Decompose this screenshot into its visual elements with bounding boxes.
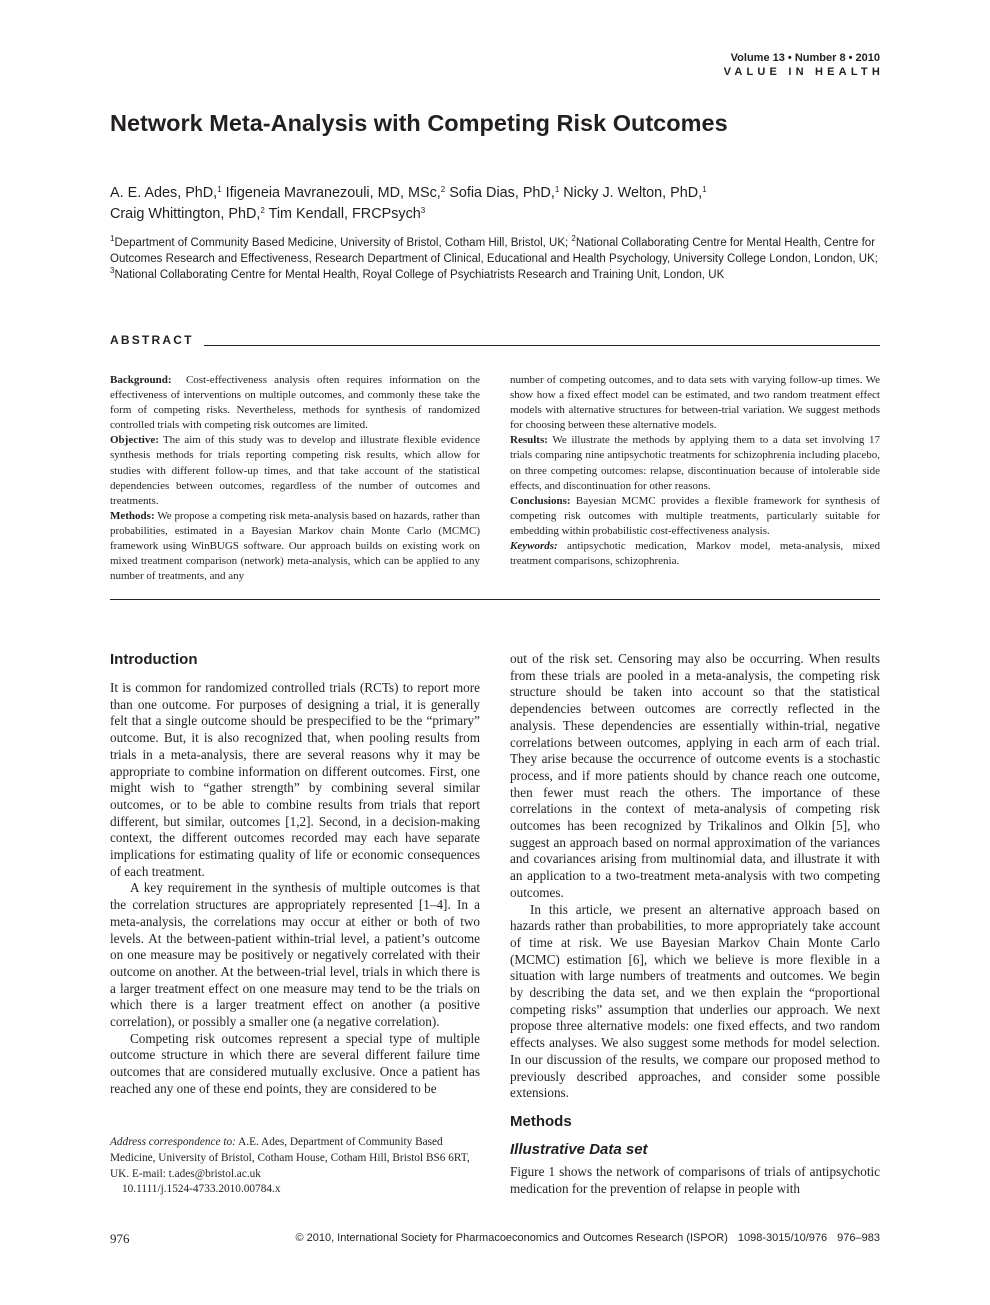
correspondence-label: Address correspondence to:: [110, 1136, 236, 1148]
page-range: 976–983: [837, 1232, 880, 1244]
abstract-top-rule: [204, 345, 880, 346]
footer-info: [285, 1232, 880, 1244]
abstract-conclusions: Conclusions: Bayesian MCMC provides a flexible framework for synthesis of competing risk outcomes with multiple treatments, particularly suitable for embedding within probabilistic cost-effectiveness analysis.: [510, 494, 881, 537]
author: Tim Kendall, FRCPsych$^3$: [268, 206, 426, 222]
abstract-keywords: Keywords: antipsychotic medication, Markov model, meta-analysis, mixed treatment comparisons, schizophrenia.: [510, 540, 880, 568]
author: Craig Whittington, PhD,$^2$: [110, 206, 265, 222]
abstract-results: Results: We illustrate the methods by applying them to a data set involving 17 trials comparing nine antipsychotic treatments for schizophrenia including placebo, on three competing outcomes: relapse, discontinuation because of intolerable side effects, and discontinuation for other reasons.: [510, 434, 880, 492]
intro-paragraph-1: It is common for randomized controlled trials (RCTs) to report more than one outcome. For purposes of designing a trial, it is generally felt that a single outcome should be prespecified to be the “primary” outcome. But, it is also recognized that, when pooling results from trials in a meta-analysis, there are several reasons why it may be appropriate to combine information on different outcomes. First, one might wish to “gather strength” by combining several similar outcomes, or to be able to combine results from trials that report different, but similar, outcomes [1,2]. Second, in a decision-making context, the different outcomes recorded may each have separate implications for estimating quality of life or economic consequences of each treatment.: [110, 680, 480, 879]
journal-name: VALUE IN HEALTH: [723, 66, 884, 78]
intro-paragraph-3: Competing risk outcomes represent a special type of multiple outcome structure in which there are several different failure time outcomes that are considered mutually exclusive. Once a patient has reached any one of these end points, they are considered to be: [110, 1030, 480, 1096]
intro-paragraph-4: out of the risk set. Censoring may also be occurring. When results from these trials are pooled in a meta-analysis, the competing risk structure should be taken into account so that the statistical dependencies between outcomes are correctly reflected in the analysis. These dependencies are essentially within-trial, negative correlations between outcomes, applying in each arm of each trial. They arise because the occurrence of outcome events is a stochastic process, and if more patients should by chance reach one outcome, then fewer must reach the others. The importance of these correlations in the context of meta-analysis of competing risk outcomes has been recognized by Trikalinos and Olkin [5], who suggest an approach based on normal approximation of the variances and covariances arising from multinomial data, and illustrate it with an application to a two-treatment meta-analysis with two competing outcomes.: [510, 651, 880, 900]
affiliations: $^1$Department of Community Based Medicine, University of Bristol, Cotham Hill, Bristol, UK; $^2$National Collaborating Centre for Mental Health, Centre for Outcomes Research and Effectiveness, Research Department of Clinical, Educational and Health Psychology, University College London, London, UK; $^3$National Collaborating Centre for Mental Health, Royal College of Psychiatrists Research and Training Unit, London, UK: [110, 234, 878, 281]
methods-paragraph: [510, 1164, 880, 1197]
abstract-methods: Methods: We propose a competing risk meta-analysis based on hazards, rather than probabilities, estimated in a Bayesian Markov chain Monte Carlo (MCMC) framework using WinBUGS software. Our approach builds on existing work on mixed treatment comparison (network) meta-analysis, which can be applied to any number of treatments, and any: [110, 509, 480, 583]
author: Sofia Dias, PhD,$^1$: [449, 185, 560, 201]
intro-paragraph-2: A key requirement in the synthesis of multiple outcomes is that the correlation structures are appropriately represented [1–4]. In a meta-analysis, the correlations may occur at either or both of two levels. At the between-patient within-trial level, a patient’s outcome on one measure may be positively or negatively correlated with their outcome on another. At the between-trial level, trials in which there is a larger treatment effect on one measure may tend to be the trials on which there is a larger treatment effect on another (a positive correlation), or possibly a smaller one (a negative correlation).: [110, 880, 480, 1030]
abstract-background: Background: Cost-effectiveness analysis often requires information on the effectiveness of interventions on multiple outcomes, and commonly these take the form of competing risks. Nevertheless, methods for synthesis of randomized controlled trials with competing risk outcomes are limited.: [110, 374, 480, 432]
body-right-column: [510, 651, 880, 1102]
intro-paragraph-5: In this article, we present an alternative approach based on hazards rather than probabilities, to more appropriately take account of time at risk. We use Bayesian Markov Chain Monte Carlo (MCMC) estimation [6], which we believe is more flexible in a situation with large numbers of treatments and outcomes. We begin by describing the data set, and we then explain the “proportional competing risks” assumption that underlies our approach. We next propose three alternative models: one fixed effects, and two random effects analyses. We also suggest some methods for model selection. In our discussion of the results, we compare our proposed method to previously described approaches, and consider some possible extensions.: [510, 901, 880, 1101]
journal-header: [723, 51, 884, 79]
methods-subheading: Illustrative Data set: [510, 1141, 648, 1158]
doi: 10.1111/j.1524-4733.2010.00784.x: [122, 1183, 281, 1196]
volume-line: Volume 13 • Number 8 • 2010: [730, 52, 880, 64]
copyright: © 2010, International Society for Pharmacoeconomics and Outcomes Research (ISPOR): [295, 1232, 728, 1244]
author: A. E. Ades, PhD,$^1$: [110, 185, 222, 201]
abstract-heading: [110, 333, 880, 349]
correspondence-note: [110, 1135, 480, 1198]
methods-heading: Methods: [510, 1113, 572, 1130]
abstract-left-column: [110, 373, 480, 584]
abstract-objective: Objective: The aim of this study was to develop and illustrate flexible evidence synthesis methods for trials reporting competing risk results, which allow for studies with different follow-up times, and that take account of the statistical dependencies between outcomes, regardless of the number of outcomes and treatments.: [110, 434, 480, 507]
abstract-bottom-rule: [110, 599, 880, 600]
abstract-methods-continued: number of competing outcomes, and to data sets with varying follow-up times. We show how a fixed effect model can be estimated, and two random treatment effect models with alternative structures for between-trial variation. We suggest methods for choosing between these alternative models.: [510, 374, 880, 432]
body-left-column: [110, 680, 480, 1098]
correspondence-text: A.E. Ades, Department of Community Based Medicine, University of Bristol, Cotham House, Cotham Hill, Bristol BS6 6RT, UK. E-mail: t.ades@bristol.ac.uk: [110, 1136, 470, 1180]
methods-paragraph-1: Figure 1 shows the network of comparisons of trials of antipsychotic medication for the prevention of relapse in people with: [510, 1164, 880, 1196]
issn: 1098-3015/10/976: [737, 1232, 828, 1244]
article-title: Network Meta-Analysis with Competing Risk Outcomes: [110, 110, 728, 136]
page-footer: [110, 1231, 880, 1249]
introduction-heading: Introduction: [110, 651, 198, 668]
author: Ifigeneia Mavranezouli, MD, MSc,$^2$: [225, 185, 446, 201]
author-list: [110, 183, 880, 225]
author: Nicky J. Welton, PhD,$^1$: [563, 185, 707, 201]
page-number: 976: [110, 1231, 130, 1246]
abstract-label: ABSTRACT: [110, 333, 200, 347]
abstract-right-column: [510, 373, 880, 569]
